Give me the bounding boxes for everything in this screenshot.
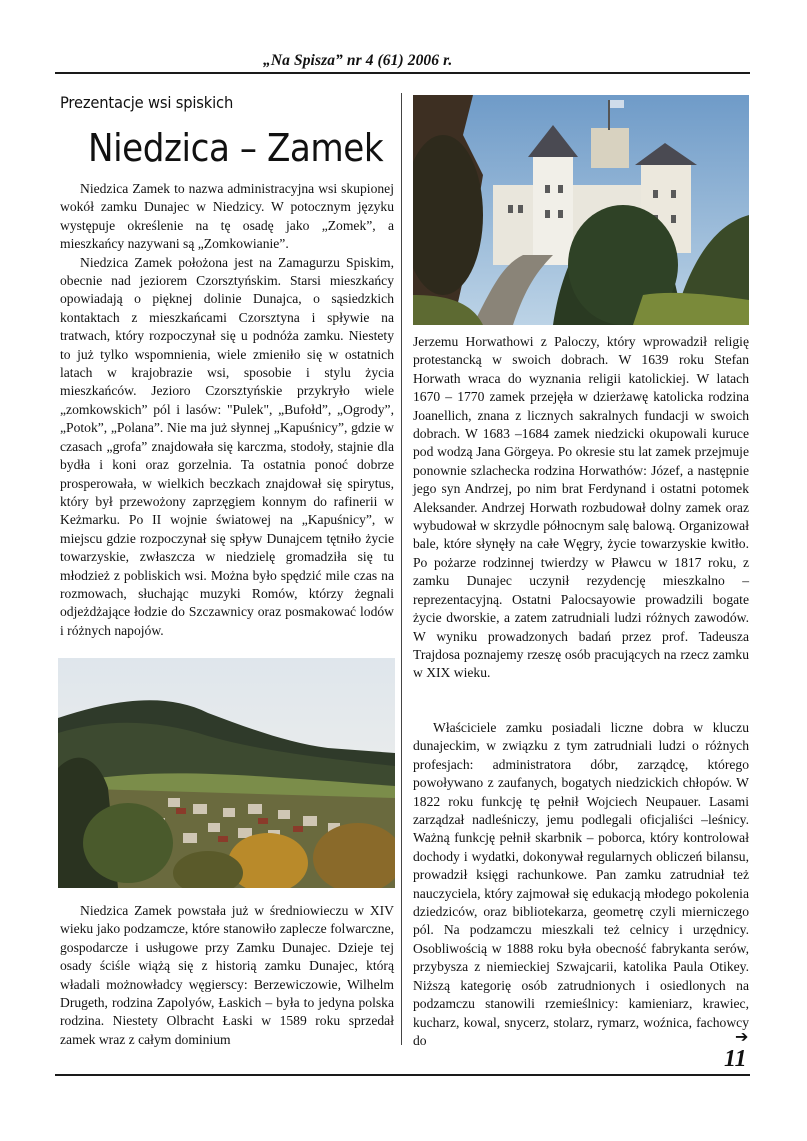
column-divider <box>401 93 402 1045</box>
page-number: 11 <box>724 1046 747 1072</box>
header-rule <box>55 72 750 74</box>
paragraph: Jerzemu Horwathowi z Paloczy, który wprowadził religię protestancką w swoich dobrach. W 1639 roku Stefan Horwath wraca do wyznania religii katolickiej. W latach 1670 – 1770 zamek przejęła w dzierżawę katolicka rodzina Joanellich, znana z licznych sakralnych fundacji w swoich dobrach. W 1683 –1684 zamek niedzicki okupowali kuruce pod wodzą Jana Görgeya. Po okresie stu lat zamek przejmuje ponownie szlachecka rodzina Horwathów: Józef, a następnie jego syn Andrzej, po nim brat Ferdynand i ostatni potomek Aleksander. Andrzej Horwath rozbudował dolny zamek oraz wybudował w skrzydle północnym salę balową. Organizował bale, które słynęły na całe Węgry, życie towarzyskie kwitło. Po pożarze rodzinnej twierdzy w Pławcu w 1817 roku, z zamku Dunajec uczynił rezydencję mieszkalno – reprezentacyjną. Ostatni Palocsayowie prowadzili bogate życie dworskie, a zatem zatrudniali ludzi różnych zawodów. W wyniku prowadzonych badań przez prof. Tadeusza Trajdosa poznajemy rzeszę osób pracujących na rzecz zamku w XIX wieku. <box>413 334 749 681</box>
paragraph: Niedzica Zamek powstała już w średniowieczu w XIV wieku jako podzamcze, które stanowiło zaplecze folwarczne, gospodarcze i usługowe przy Zamku Dunajec. Dzieje tej osady ściśle wiążą się z historią zamku Dunajec, którą władali możnowładcy węgierscy: Berzewiczowie, Wilhelm Drugeth, rodzina Zapolyów, Łaskich – była to jedyna polska rodzina. Niestety Olbracht Łaski w 1589 roku sprzedał zamek wraz z całym dominium <box>60 903 394 1047</box>
castle-photo <box>413 95 749 325</box>
paragraph: Niedzica Zamek to nazwa administracyjna wsi skupionej wokół zamku Dunajec w Niedzicy. W potocznym języku występuje określenie na tę osadę jako „Zomek”, a mieszkańcy nazywani są „Zomkowianie”. <box>60 181 394 252</box>
article-title: Niedzica – Zamek <box>88 126 384 170</box>
footer-rule <box>55 1074 750 1076</box>
column-left-top <box>60 180 394 640</box>
section-title: Prezentacje wsi spiskich <box>60 93 234 112</box>
right-arrow-icon: ➔ <box>735 1027 749 1046</box>
column-right-top <box>413 333 749 683</box>
village-photo <box>58 658 395 888</box>
paragraph: Właściciele zamku posiadali liczne dobra w kluczu dunajeckim, w związku z tym zatrudniali ludzi o różnych profesjach: administratora dóbr, zarządcę, którego powoływano z zaufanych, bogatych niedzickich chłopów. W 1822 roku funkcję tę pełnił Wojciech Neupauer. Lasami zarządzał nadleśniczy, jemu podlegali oficjaliści –leśnicy. Ważną funkcję pełnił skarbnik – poborca, który kontrolował dochody i wydatki, dokonywał regularnych obliczeń bilansu, prowadził księgi rachunkowe. Pan zamku zatrudniał też nauczyciela, który zajmował się edukacją młodego pokolenia dziedziców, oraz bibliotekarza, geometrę czyli mierniczego pól. Na podzamczu mieszkali też celnicy i urzędnicy. Osobliwością w 1888 roku była obecność fabrykanta serów, przybysza z niemieckiej Szwajcarii, katolika Paula Otikey. Niższą kategorię osób zatrudnionych i osiedlonych na podzamczu stanowili rzemieślnicy: kamieniarz, krawiec, kucharz, kowal, snycerz, stolarz, rymarz, woźnica, fachowcy do <box>413 720 749 1048</box>
column-right-bottom <box>413 719 749 1050</box>
magazine-header: „Na Spisza” nr 4 (61) 2006 r. <box>263 52 453 69</box>
paragraph: Niedzica Zamek położona jest na Zamagurzu Spiskim, obecnie nad jeziorem Czorsztyńskim. Starsi mieszkańcy opowiadają o pięknej dolinie Dunajca, o sąsiedzkich kontaktach z mieszkańcami Czorsztyna i spływie na tratwach, który rozpoczynał się u podnóża zamku. Niestety to już tylko wspomnienia, wiele zmieniło się w ostatnich latach w krajobrazie wsi, sposobie i stylu życia mieszkańców. Jezioro Czorsztyńskie przykryło wiele „zomkowskich” pól i lasów: "Pulek", „Bufołd”, „Ogrody”, „Potok”, „Polana”. Nie ma już słynnej „Kapuśnicy”, gdzie w czasach „grofa” znajdowała się karczma, stodoły, stajnie dla bydła i koni oraz gorzelnia. Ta ostatnia ponoć dobrze prosperowała, w wielkich beczkach znajdował się spirytus, który był przewożony zaprzęgiem konnym do rafinerii w Keżmarku. Po II wojnie światowej na „Kapuśnicy”, w miejscu gdzie rozpoczynał się spływ Dunajcem tętniło życie towarzyskie, zwłaszcza w niedzielę gromadziła się tu młodzież z pobliskich wsi. Można było spędzić mile czas na rozmowach, słuchając muzyki Romów, którzy żegnali odjeżdżające łodzie do Szczawnicy oraz posmakować lodów i różnych napojów. <box>60 254 394 638</box>
column-left-bottom <box>60 902 394 1049</box>
